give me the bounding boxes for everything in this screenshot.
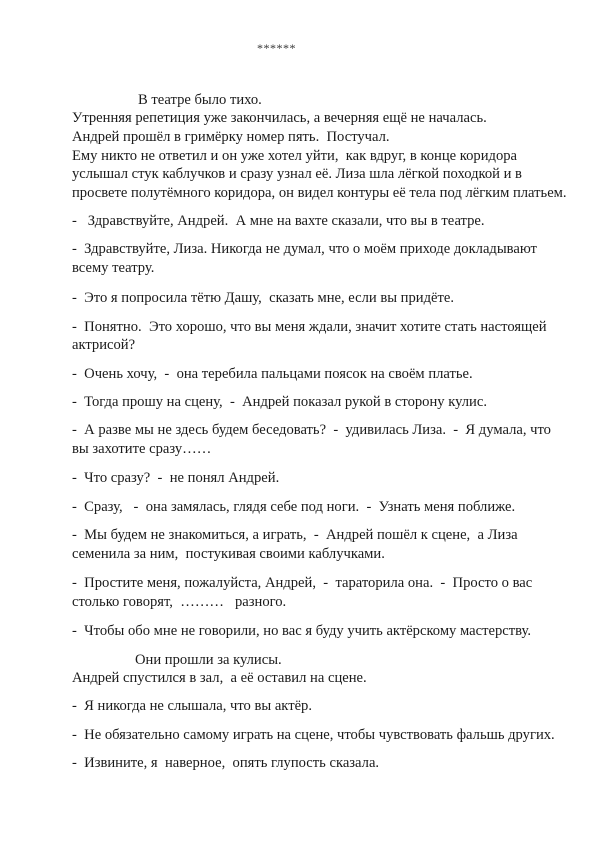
dialogue-line-continued: семенила за ним, постукивая своими каблучками. [72,546,385,562]
section-separator: ****** [257,41,296,55]
narrative-line: Утренняя репетиция уже закончилась, а вечерняя ещё не началась. [72,110,487,126]
dialogue-line: - Что сразу? - не понял Андрей. [72,470,280,486]
dialogue-line-continued: вы захотите сразу…… [72,441,212,457]
dialogue-line: - А разве мы не здесь будем беседовать? - удивилась Лиза. - Я думала, что [72,422,551,438]
dialogue-line: - Чтобы обо мне не говорили, но вас я буду учить актёрскому мастерству. [72,623,531,639]
dialogue-line: - Здравствуйте, Лиза. Никогда не думал, что о моём приходе докладывают [72,241,537,257]
dialogue-line-continued: столько говорят, ……… разного. [72,594,287,610]
dialogue-line: - Сразу, - она замялась, глядя себе под ноги. - Узнать меня поближе. [72,499,516,515]
dialogue-line: - Мы будем не знакомиться, а играть, - Андрей пошёл к сцене, а Лиза [72,527,518,543]
dialogue-line: - Тогда прошу на сцену, - Андрей показал рукой в сторону кулис. [72,394,487,410]
dialogue-line: - Это я попросила тётю Дашу, сказать мне, если вы придёте. [72,290,455,306]
paragraph-opening: В театре было тихо. [138,92,262,108]
narrative-line: Андрей спустился в зал, а её оставил на сцене. [72,670,367,686]
dialogue-line: - Понятно. Это хорошо, что вы меня ждали, значит хотите стать настоящей [72,319,547,335]
dialogue-line: - Здравствуйте, Андрей. А мне на вахте сказали, что вы в театре. [72,213,485,229]
dialogue-line: - Очень хочу, - она теребила пальцами поясок на своём платье. [72,366,473,382]
narrative-line: услышал стук каблучков и сразу узнал её. Лиза шла лёгкой походкой и в [72,166,522,182]
narrative-line: Ему никто не ответил и он уже хотел уйти, как вдруг, в конце коридора [72,148,518,164]
dialogue-line: - Я никогда не слышала, что вы актёр. [72,698,313,714]
dialogue-line: - Не обязательно самому играть на сцене, чтобы чувствовать фальшь других. [72,727,555,743]
dialogue-line: - Извините, я наверное, опять глупость сказала. [72,755,380,771]
dialogue-line-continued: актрисой? [72,337,136,353]
narrative-line: просвете полутёмного коридора, он видел контуры её тела под лёгким платьем. [72,185,567,201]
narrative-line: Андрей прошёл в гримёрку номер пять. Постучал. [72,129,390,145]
dialogue-line-continued: всему театру. [72,260,155,276]
paragraph-opening: Они прошли за кулисы. [135,652,282,668]
dialogue-line: - Простите меня, пожалуйста, Андрей, - тараторила она. - Просто о вас [72,575,533,591]
